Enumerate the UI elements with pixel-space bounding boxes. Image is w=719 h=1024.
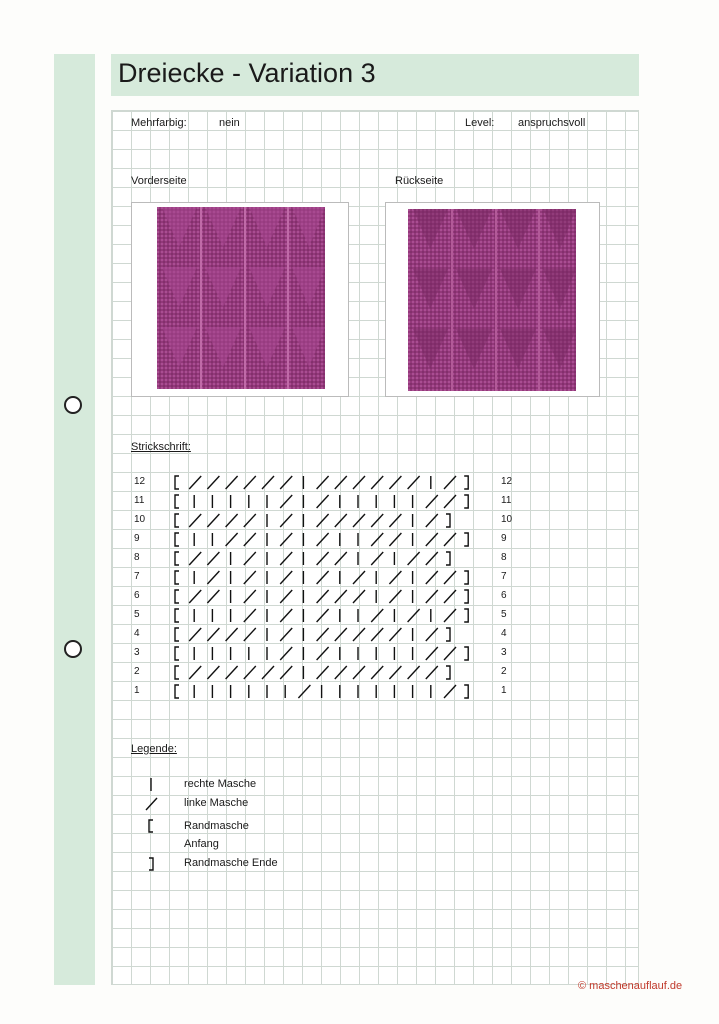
purl-stitch-icon	[317, 533, 329, 546]
purl-stitch-icon	[207, 514, 219, 527]
purl-stitch-icon	[426, 571, 438, 584]
purl-stitch-icon	[262, 476, 274, 489]
purl-stitch-icon	[226, 628, 238, 641]
purl-stitch-icon	[207, 571, 219, 584]
purl-stitch-icon	[146, 798, 157, 810]
purl-stitch-icon	[280, 609, 292, 622]
purl-stitch-icon	[426, 533, 438, 546]
edge-start-icon	[175, 514, 179, 527]
purl-stitch-icon	[353, 571, 365, 584]
purl-stitch-icon	[353, 476, 365, 489]
purl-stitch-icon	[207, 628, 219, 641]
edge-start-icon	[175, 685, 179, 698]
purl-stitch-icon	[317, 609, 329, 622]
back-knit-image	[408, 209, 576, 391]
purl-stitch-icon	[426, 647, 438, 660]
binder-ring-icon	[64, 396, 82, 414]
row-number-right: 10	[501, 514, 513, 525]
edge-start-icon	[175, 609, 179, 622]
purl-stitch-icon	[207, 666, 219, 679]
purl-stitch-icon	[280, 666, 292, 679]
purl-stitch-icon	[444, 647, 456, 660]
purl-stitch-icon	[371, 476, 383, 489]
row-number-left: 2	[134, 666, 140, 677]
purl-stitch-icon	[444, 476, 456, 489]
purl-stitch-icon	[426, 552, 438, 565]
edge-end-icon	[464, 647, 468, 660]
purl-stitch-icon	[189, 552, 201, 565]
row-number-right: 2	[501, 666, 507, 677]
edge-end-icon	[149, 858, 153, 870]
purl-stitch-icon	[317, 647, 329, 660]
purl-stitch-icon	[317, 628, 329, 641]
purl-stitch-icon	[371, 666, 383, 679]
row-number-left: 7	[134, 571, 140, 582]
purl-stitch-icon	[226, 666, 238, 679]
row-number-right: 7	[501, 571, 507, 582]
chart-heading: Strickschrift:	[131, 441, 191, 453]
purl-stitch-icon	[244, 533, 256, 546]
edge-start-icon	[175, 495, 179, 508]
edge-end-icon	[446, 552, 450, 565]
edge-end-icon	[446, 666, 450, 679]
purl-stitch-icon	[244, 609, 256, 622]
edge-end-icon	[446, 514, 450, 527]
purl-stitch-icon	[371, 533, 383, 546]
purl-stitch-icon	[226, 476, 238, 489]
purl-stitch-icon	[335, 476, 347, 489]
purl-stitch-icon	[389, 590, 401, 603]
purl-stitch-icon	[444, 571, 456, 584]
purl-stitch-icon	[280, 495, 292, 508]
purl-stitch-icon	[426, 666, 438, 679]
row-number-left: 8	[134, 552, 140, 563]
purl-stitch-icon	[317, 571, 329, 584]
purl-stitch-icon	[317, 476, 329, 489]
purl-stitch-icon	[408, 476, 420, 489]
edge-start-icon	[175, 628, 179, 641]
purl-stitch-icon	[207, 590, 219, 603]
multicolor-label: Mehrfarbig:	[131, 117, 187, 129]
purl-stitch-icon	[280, 533, 292, 546]
purl-stitch-icon	[317, 666, 329, 679]
purl-stitch-icon	[335, 666, 347, 679]
purl-stitch-icon	[408, 609, 420, 622]
purl-stitch-icon	[280, 590, 292, 603]
row-number-right: 11	[501, 495, 512, 506]
legend-purl-label: linke Masche	[184, 797, 249, 809]
legend-edge-start-label2: Anfang	[184, 838, 219, 850]
purl-stitch-icon	[444, 533, 456, 546]
edge-end-icon	[464, 590, 468, 603]
row-number-right: 12	[501, 476, 513, 487]
purl-stitch-icon	[189, 514, 201, 527]
purl-stitch-icon	[244, 628, 256, 641]
edge-start-icon	[149, 820, 153, 832]
purl-stitch-icon	[371, 552, 383, 565]
purl-stitch-icon	[189, 628, 201, 641]
back-label: Rückseite	[395, 175, 444, 187]
level-value: anspruchsvoll	[518, 117, 586, 129]
purl-stitch-icon	[408, 666, 420, 679]
purl-stitch-icon	[207, 476, 219, 489]
edge-start-icon	[175, 552, 179, 565]
row-number-left: 10	[134, 514, 146, 525]
purl-stitch-icon	[244, 476, 256, 489]
edge-end-icon	[446, 628, 450, 641]
purl-stitch-icon	[371, 628, 383, 641]
edge-start-icon	[175, 647, 179, 660]
purl-stitch-icon	[426, 514, 438, 527]
purl-stitch-icon	[389, 628, 401, 641]
purl-stitch-icon	[280, 514, 292, 527]
row-number-right: 1	[501, 685, 507, 696]
purl-stitch-icon	[444, 685, 456, 698]
purl-stitch-icon	[317, 495, 329, 508]
row-number-left: 4	[134, 628, 140, 639]
purl-stitch-icon	[226, 514, 238, 527]
front-knit-image	[157, 207, 325, 389]
edge-start-icon	[175, 533, 179, 546]
legend-symbols	[143, 776, 159, 876]
legend-knit-label: rechte Masche	[184, 778, 257, 790]
row-number-left: 6	[134, 590, 140, 601]
back-photo-frame	[385, 202, 600, 397]
purl-stitch-icon	[189, 476, 201, 489]
purl-stitch-icon	[444, 590, 456, 603]
row-number-left: 1	[134, 685, 140, 696]
legend-edge-end-label: Randmasche Ende	[184, 857, 278, 869]
edge-end-icon	[464, 609, 468, 622]
purl-stitch-icon	[262, 666, 274, 679]
purl-stitch-icon	[280, 552, 292, 565]
purl-stitch-icon	[317, 590, 329, 603]
purl-stitch-icon	[335, 552, 347, 565]
row-number-right: 6	[501, 590, 507, 601]
purl-stitch-icon	[426, 628, 438, 641]
row-number-right: 3	[501, 647, 507, 658]
edge-end-icon	[464, 685, 468, 698]
row-number-right: 9	[501, 533, 507, 544]
purl-stitch-icon	[408, 552, 420, 565]
legend-heading: Legende:	[131, 743, 177, 755]
purl-stitch-icon	[317, 514, 329, 527]
purl-stitch-icon	[444, 495, 456, 508]
front-label: Vorderseite	[131, 175, 187, 187]
edge-start-icon	[175, 590, 179, 603]
page-title: Dreiecke - Variation 3	[118, 58, 376, 88]
row-number-right: 4	[501, 628, 507, 639]
purl-stitch-icon	[335, 514, 347, 527]
purl-stitch-icon	[189, 590, 201, 603]
row-number-left: 3	[134, 647, 140, 658]
purl-stitch-icon	[244, 571, 256, 584]
purl-stitch-icon	[244, 514, 256, 527]
knitting-chart	[165, 473, 485, 701]
purl-stitch-icon	[244, 552, 256, 565]
purl-stitch-icon	[444, 609, 456, 622]
purl-stitch-icon	[353, 628, 365, 641]
edge-end-icon	[464, 533, 468, 546]
purl-stitch-icon	[389, 571, 401, 584]
purl-stitch-icon	[353, 590, 365, 603]
row-number-left: 11	[134, 495, 145, 506]
purl-stitch-icon	[426, 495, 438, 508]
legend-edge-start-label: Randmasche	[184, 820, 249, 832]
purl-stitch-icon	[207, 552, 219, 565]
purl-stitch-icon	[353, 514, 365, 527]
edge-end-icon	[464, 571, 468, 584]
purl-stitch-icon	[317, 552, 329, 565]
edge-start-icon	[175, 476, 179, 489]
binder-strip	[54, 54, 95, 985]
binder-ring-icon	[64, 640, 82, 658]
purl-stitch-icon	[426, 590, 438, 603]
multicolor-value: nein	[219, 117, 240, 129]
purl-stitch-icon	[244, 666, 256, 679]
purl-stitch-icon	[280, 647, 292, 660]
purl-stitch-icon	[335, 628, 347, 641]
purl-stitch-icon	[389, 476, 401, 489]
purl-stitch-icon	[189, 666, 201, 679]
front-photo-frame	[131, 202, 349, 397]
row-number-right: 8	[501, 552, 507, 563]
purl-stitch-icon	[280, 476, 292, 489]
purl-stitch-icon	[280, 628, 292, 641]
level-label: Level:	[465, 117, 495, 129]
edge-end-icon	[464, 495, 468, 508]
purl-stitch-icon	[389, 666, 401, 679]
purl-stitch-icon	[371, 514, 383, 527]
purl-stitch-icon	[335, 590, 347, 603]
row-number-left: 5	[134, 609, 140, 620]
row-number-left: 12	[134, 476, 146, 487]
row-number-right: 5	[501, 609, 507, 620]
purl-stitch-icon	[389, 533, 401, 546]
purl-stitch-icon	[389, 514, 401, 527]
purl-stitch-icon	[244, 590, 256, 603]
copyright-footer: © maschenauflauf.de	[578, 980, 683, 992]
purl-stitch-icon	[298, 685, 310, 698]
edge-end-icon	[464, 476, 468, 489]
edge-start-icon	[175, 571, 179, 584]
row-number-left: 9	[134, 533, 140, 544]
purl-stitch-icon	[226, 533, 238, 546]
edge-start-icon	[175, 666, 179, 679]
purl-stitch-icon	[280, 571, 292, 584]
purl-stitch-icon	[371, 609, 383, 622]
purl-stitch-icon	[353, 666, 365, 679]
